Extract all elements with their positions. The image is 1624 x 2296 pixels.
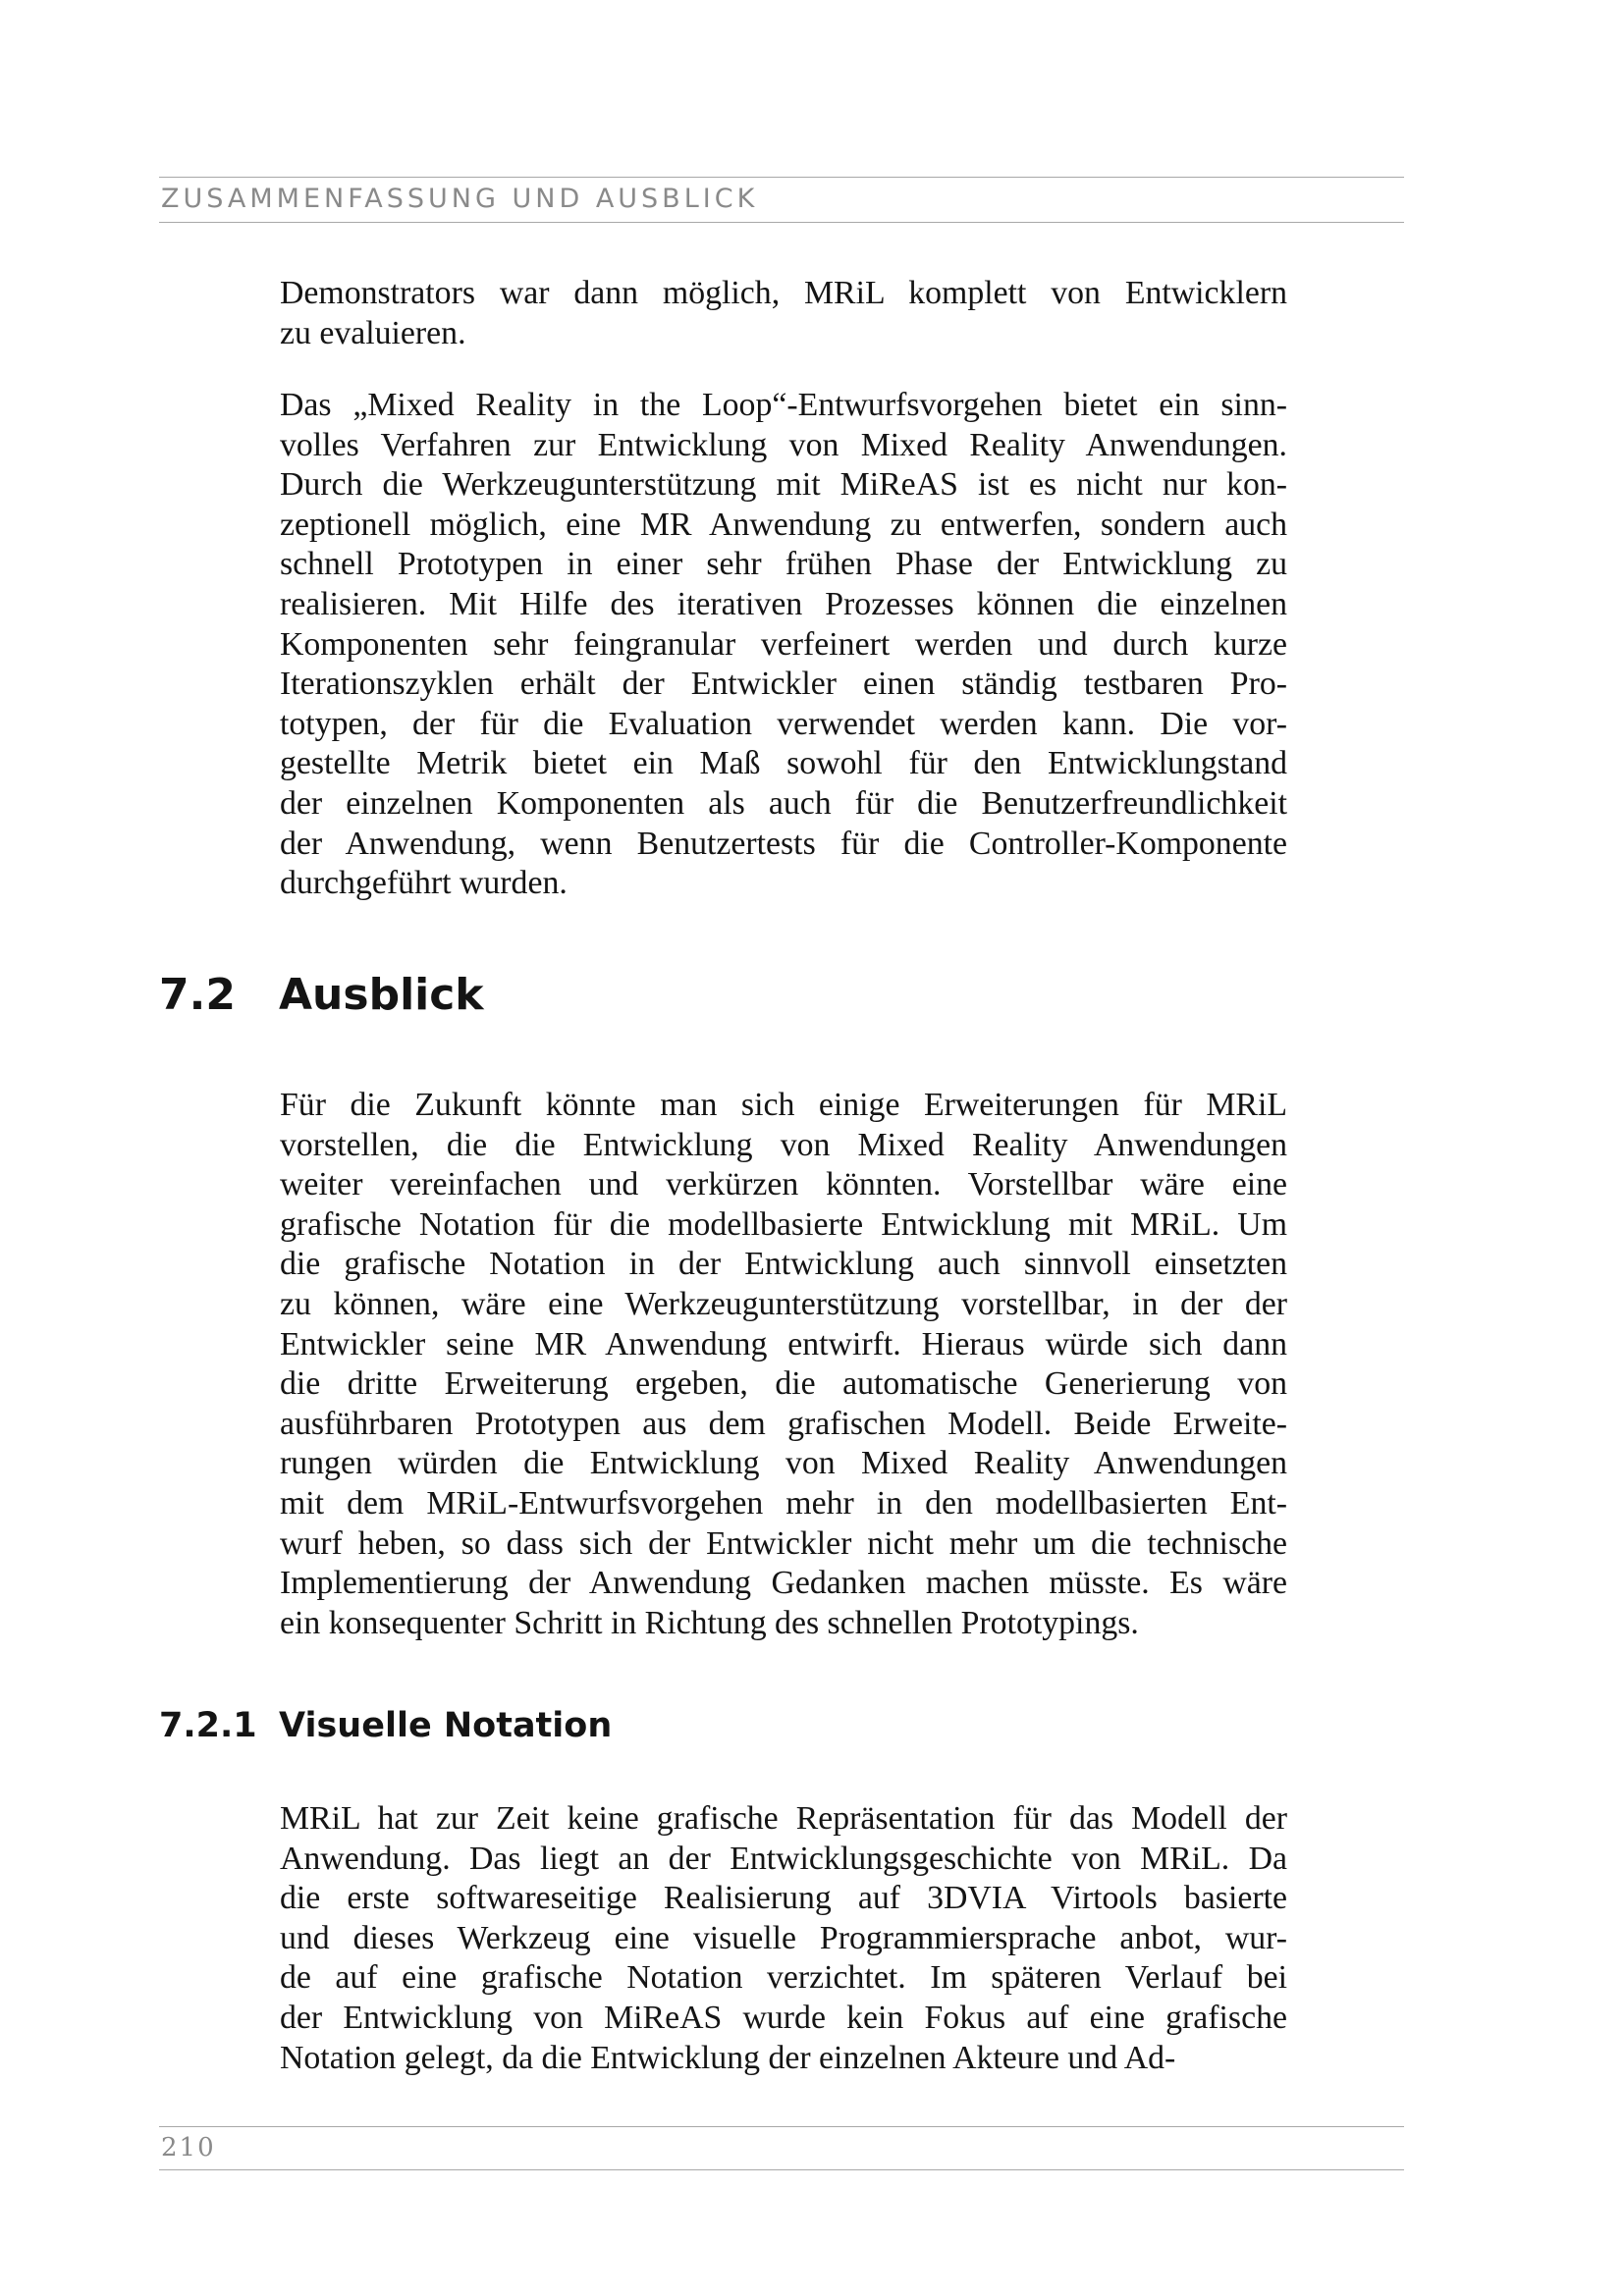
footer-rule-bottom <box>159 2169 1404 2170</box>
text-line: gestellte Metrik bietet ein Maß sowohl für den Entwicklungstand <box>280 745 1287 782</box>
text-line: Für die Zukunft könnte man sich einige Erweiterungen für MRiL <box>280 1087 1287 1123</box>
text-line: Implementierung der Anwendung Gedanken machen müsste. Es wäre <box>280 1565 1287 1602</box>
text-line: der Anwendung, wenn Benutzertests für die Controller-Komponente <box>280 825 1287 862</box>
text-line: die grafische Notation in der Entwicklung auch sinnvoll einsetzten <box>280 1246 1287 1283</box>
text-line: zu evaluieren. <box>280 314 466 351</box>
paragraph-demonstrators <box>280 274 1287 353</box>
text-line: der Entwicklung von MiReAS wurde kein Fokus auf eine grafische <box>280 1999 1287 2036</box>
section-number: 7.2 <box>159 970 236 1020</box>
section-title: Ausblick <box>279 970 484 1020</box>
text-line: realisieren. Mit Hilfe des iterativen Prozesses können die einzelnen <box>280 585 1287 622</box>
text-line: Komponenten sehr feingranular verfeinert werden und durch kurze <box>280 625 1287 663</box>
subsection-title: Visuelle Notation <box>279 1706 613 1745</box>
text-line: vorstellen, die die Entwicklung von Mixed Reality Anwendungen <box>280 1126 1287 1163</box>
header-rule-bottom <box>159 222 1404 223</box>
header-rule-top <box>159 177 1404 178</box>
text-line: die dritte Erweiterung ergeben, die automatische Generierung von <box>280 1365 1287 1403</box>
text-line: zu können, wäre eine Werkzeugunterstützung vorstellbar, in der der <box>280 1285 1287 1322</box>
footer-rule-top <box>159 2126 1404 2127</box>
text-line: Entwickler seine MR Anwendung entwirft. Hieraus würde sich dann <box>280 1325 1287 1362</box>
text-line: die erste softwareseitige Realisierung auf 3DVIA Virtools basierte <box>280 1880 1287 1917</box>
subsection-number: 7.2.1 <box>159 1706 257 1745</box>
text-line: Anwendung. Das liegt an der Entwicklungsgeschichte von MRiL. Da <box>280 1840 1287 1877</box>
text-line: zeptionell möglich, eine MR Anwendung zu entwerfen, sondern auch <box>280 506 1287 543</box>
text-line: weiter vereinfachen und verkürzen könnten. Vorstellbar wäre eine <box>280 1166 1287 1203</box>
text-line: ein konsequenter Schritt in Richtung des schnellen Prototypings. <box>280 1604 1139 1641</box>
text-line: de auf eine grafische Notation verzichtet. Im späteren Verlauf bei <box>280 1959 1287 1997</box>
text-line: schnell Prototypen in einer sehr frühen Phase der Entwicklung zu <box>280 546 1287 583</box>
text-line: wurf heben, so dass sich der Entwickler nicht mehr um die technische <box>280 1524 1287 1562</box>
paragraph-ausblick <box>280 1086 1287 1643</box>
text-line: MRiL hat zur Zeit keine grafische Repräsentation für das Modell der <box>280 1800 1287 1837</box>
paragraph-mixed-reality-in-the-loop <box>280 386 1287 904</box>
text-line: Durch die Werkzeugunterstützung mit MiReAS ist es nicht nur kon- <box>280 466 1287 504</box>
text-line: Demonstrators war dann möglich, MRiL komplett von Entwicklern <box>280 275 1287 311</box>
text-line: volles Verfahren zur Entwicklung von Mixed Reality Anwendungen. <box>280 426 1287 463</box>
text-line: und dieses Werkzeug eine visuelle Programmiersprache anbot, wur- <box>280 1919 1287 1956</box>
running-header: ZUSAMMENFASSUNG UND AUSBLICK <box>161 184 759 214</box>
text-line: Notation gelegt, da die Entwicklung der einzelnen Akteure und Ad- <box>280 2039 1176 2076</box>
text-line: totypen, der für die Evaluation verwendet werden kann. Die vor- <box>280 705 1287 742</box>
text-line: Das „Mixed Reality in the Loop“-Entwurfsvorgehen bietet ein sinn- <box>280 387 1287 423</box>
paragraph-visuelle-notation <box>280 1799 1287 2078</box>
page-number: 210 <box>161 2133 216 2163</box>
text-line: grafische Notation für die modellbasierte Entwicklung mit MRiL. Um <box>280 1205 1287 1243</box>
text-line: mit dem MRiL-Entwurfsvorgehen mehr in den modellbasierten Ent- <box>280 1484 1287 1522</box>
text-line: der einzelnen Komponenten als auch für die Benutzerfreundlichkeit <box>280 784 1287 822</box>
text-line: Iterationszyklen erhält der Entwickler einen ständig testbaren Pro- <box>280 666 1287 703</box>
text-line: ausführbaren Prototypen aus dem grafischen Modell. Beide Erweite- <box>280 1405 1287 1442</box>
text-line: rungen würden die Entwicklung von Mixed Reality Anwendungen <box>280 1445 1287 1482</box>
text-line: durchgeführt wurden. <box>280 865 568 902</box>
